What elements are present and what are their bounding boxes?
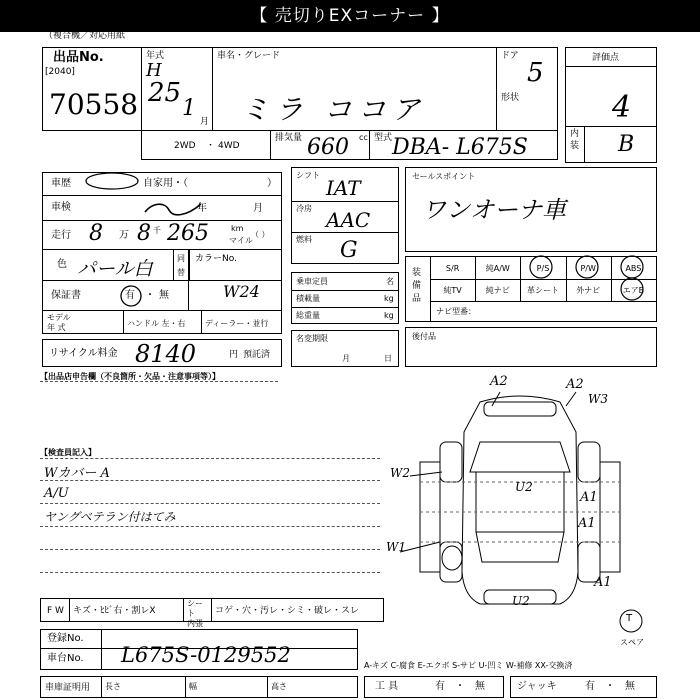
inspection-month: 月: [253, 203, 263, 214]
mark-w1-left: W1: [386, 540, 406, 554]
weight-unit: kg: [384, 311, 394, 320]
banner-title: 【 売切りEXコーナー 】: [0, 0, 700, 32]
inspection-label: 車検: [51, 202, 71, 213]
recycle-value: 8140: [135, 340, 197, 368]
mark-u2-center: U2: [515, 480, 533, 494]
rating-label: 評価点: [592, 53, 620, 63]
mark-top-right: A2: [566, 377, 584, 392]
name-change-month: 月: [342, 354, 350, 363]
lot-box: [42, 47, 142, 131]
drive-sep: ・: [206, 141, 216, 151]
mileage-label: 走行: [51, 230, 71, 241]
fuel-label: 燃料: [296, 235, 312, 244]
jack-yes: 有: [585, 681, 595, 692]
name-change-day: 日: [384, 354, 392, 363]
jack-box: [510, 676, 657, 698]
capacity-box: [291, 272, 399, 324]
name-change-box: [291, 330, 399, 367]
equipment-item: 純TV: [443, 286, 462, 295]
condition-items: キズ・ﾋﾋﾞ右・割レX: [73, 606, 156, 616]
mark-a1-bottom: A1: [594, 575, 612, 590]
model-year-line2: 年 式: [47, 323, 66, 332]
equipment-item: 純A/W: [485, 264, 510, 273]
cooler-label: 冷房: [296, 204, 312, 213]
color-label: 色: [57, 259, 67, 270]
rating-box: [565, 47, 657, 163]
interior-value: B: [618, 132, 635, 157]
equipment-label: 装備品: [412, 268, 422, 304]
displacement-unit: cc: [359, 133, 368, 142]
year-month-unit: 月: [200, 117, 210, 127]
registration-label: 登録No.: [47, 633, 84, 644]
tools-no: 無: [475, 681, 485, 692]
equipment-item: P/S: [536, 264, 550, 273]
lot-code: [2040]: [45, 67, 75, 77]
reg-cert-row: [40, 676, 358, 698]
doors-value: 5: [527, 58, 544, 88]
year-label: 年式: [146, 51, 165, 61]
displacement-value: 660: [307, 135, 349, 160]
mark-a1-right-2: A1: [578, 516, 596, 531]
reg-cert-length: 長さ: [105, 682, 121, 691]
tools-box: [364, 676, 504, 698]
model-value: DBA- L675S: [392, 135, 528, 160]
color-code-box: [188, 249, 282, 311]
capacity-label: 乗車定員: [296, 277, 328, 286]
seller-notes-label: 【出品店申告欄（不良箇所・欠品・注意事項等）】: [40, 372, 220, 381]
history-close: ）: [267, 178, 277, 189]
mark-u2-bottom: U2: [512, 594, 530, 608]
jack-no: 無: [625, 681, 635, 692]
weight-label: 総重量: [296, 311, 320, 320]
color-code-value: W24: [223, 282, 260, 301]
legend: A-キズ C-腐食 E-エクボ S-サビ U-凹ミ W-補修 XX-交換済: [364, 661, 573, 670]
year-era: H: [146, 60, 162, 81]
year-month: 1: [182, 96, 196, 121]
model-year-row: [42, 310, 282, 334]
inspector-line-3: ヤングベテラン付はてみ: [44, 510, 176, 524]
warranty-no: 無: [159, 290, 169, 301]
mileage-man: 8: [89, 221, 103, 246]
sales-point-label: セールスポイント: [412, 172, 476, 181]
mileage-man-unit: 万: [119, 230, 129, 241]
tools-label: 工 具: [375, 681, 399, 692]
mileage-rest: 265: [167, 221, 209, 246]
inspection-year: 年: [197, 203, 207, 214]
model-year-line1: モデル: [47, 313, 71, 322]
equipment-item: 外ナビ: [576, 286, 601, 295]
spare-label: スペア: [620, 638, 644, 647]
year-value: 25: [148, 78, 182, 108]
mileage-unit-km: km: [231, 224, 244, 233]
warranty-row: [42, 280, 189, 311]
color-code-label: カラーNo.: [195, 254, 237, 264]
inspector-line-2: A/U: [44, 486, 69, 501]
car-name-label: 車名・グレード: [217, 51, 281, 61]
aftermarket-label: 後付品: [412, 332, 436, 341]
condition-seat: シート 内張: [187, 599, 203, 628]
cooler-value: AAC: [326, 208, 371, 232]
history-row: [42, 172, 282, 196]
header-note: （複合機／対応用紙: [44, 31, 126, 41]
sales-point-value: ワンオーナ車: [422, 196, 566, 224]
doors-label: ドア: [501, 51, 519, 61]
fuel-value: G: [340, 238, 358, 263]
equipment-item: 革シート: [526, 286, 559, 295]
history-value: 自家用・（: [143, 178, 188, 189]
equipment-item: P/W: [580, 264, 596, 273]
warranty-label: 保証書: [51, 290, 81, 301]
warranty-yes: 有: [125, 290, 135, 301]
condition-row: [40, 598, 384, 628]
equipment-item: ABS: [625, 264, 642, 273]
inspector-label: 【検査員記入】: [40, 448, 96, 457]
car-name-value: ミラ ココア: [241, 93, 426, 126]
name-change-label: 名変期限: [296, 334, 328, 343]
rating-value: 4: [612, 90, 632, 125]
chassis-row: [40, 643, 358, 670]
displacement-box: [270, 130, 370, 160]
warranty-yes-circle: [119, 284, 143, 308]
equipment-item: 純ナビ: [485, 286, 510, 295]
load-label: 積載量: [296, 294, 320, 303]
model-label: 型式: [374, 133, 393, 143]
chassis-value: L675S-0129552: [121, 643, 291, 667]
mileage-row: [42, 220, 282, 250]
load-unit: kg: [384, 294, 394, 303]
drive-2wd: 2WD: [174, 141, 196, 151]
recycle-unit: 円: [229, 350, 239, 360]
equipment-item: エアB: [622, 286, 645, 295]
warranty-sep: ・: [145, 290, 155, 301]
recycle-row: [42, 339, 282, 367]
handle-label: ハンドル 左・右: [127, 319, 186, 328]
shift-value: IAT: [326, 176, 361, 200]
mileage-unit-mile: マイル: [229, 236, 253, 245]
color-same: 同: [177, 254, 185, 263]
shape-label: 形状: [501, 93, 520, 103]
recycle-label: リサイクル料金: [49, 348, 118, 359]
jack-label: ジャッキ: [517, 681, 557, 692]
lot-number: 70558: [49, 88, 139, 121]
equipment-row-2: [430, 279, 656, 301]
tools-sep: ・: [455, 681, 465, 692]
drive-box: [141, 130, 271, 160]
dealer-label: ディーラー・並行: [205, 319, 269, 328]
drive-4wd: 4WD: [218, 141, 240, 151]
color-value: パール白: [77, 258, 153, 280]
mark-top-left: A2: [490, 374, 508, 389]
recycle-deposit: 預託済: [243, 350, 271, 360]
model-box: [369, 130, 558, 160]
year-box: [141, 47, 213, 131]
displacement-label: 排気量: [275, 133, 303, 143]
shift-label: シフト: [296, 171, 320, 180]
sales-point-box: [405, 167, 657, 252]
tools-yes: 有: [435, 681, 445, 692]
inspector-line-1: Wカバー A: [44, 466, 110, 481]
car-damage-diagram: [380, 372, 660, 622]
mileage-sen: 8: [137, 221, 151, 246]
lot-label: 出品No.: [53, 50, 104, 65]
car-name-box: [212, 47, 497, 131]
doors-box: [496, 47, 558, 131]
shift-box: [291, 167, 399, 264]
equipment-item: S/R: [445, 264, 460, 273]
condition-seat-items: コゲ・穴・汚レ・シミ・破レ・スレ: [215, 606, 360, 616]
mileage-paren: （ ）: [251, 230, 270, 239]
reg-cert-height: 高さ: [271, 682, 287, 691]
inspection-row: [42, 195, 282, 221]
condition-label: F W: [47, 606, 64, 616]
reg-cert-label: 車庫証明用: [45, 683, 91, 693]
aftermarket-box: [405, 327, 657, 367]
inspection-scribble: [143, 198, 203, 218]
history-label: 車歴: [51, 178, 71, 189]
reg-cert-width: 幅: [189, 682, 197, 691]
interior-label: 内装: [570, 129, 580, 151]
chassis-label: 車台No.: [47, 653, 84, 664]
equipment-box: [405, 256, 657, 322]
capacity-unit: 名: [386, 277, 394, 286]
mark-w2: W2: [390, 466, 410, 480]
mileage-sen-unit: 千: [153, 226, 161, 235]
mark-w3: W3: [588, 392, 608, 406]
mark-a1-right-1: A1: [580, 490, 598, 505]
spare-mark: T: [626, 613, 633, 624]
color-change: 替: [177, 268, 185, 277]
jack-sep: ・: [605, 681, 615, 692]
equipment-row-1: [430, 257, 656, 279]
navi-model-label: ナビ型番：: [436, 307, 476, 316]
